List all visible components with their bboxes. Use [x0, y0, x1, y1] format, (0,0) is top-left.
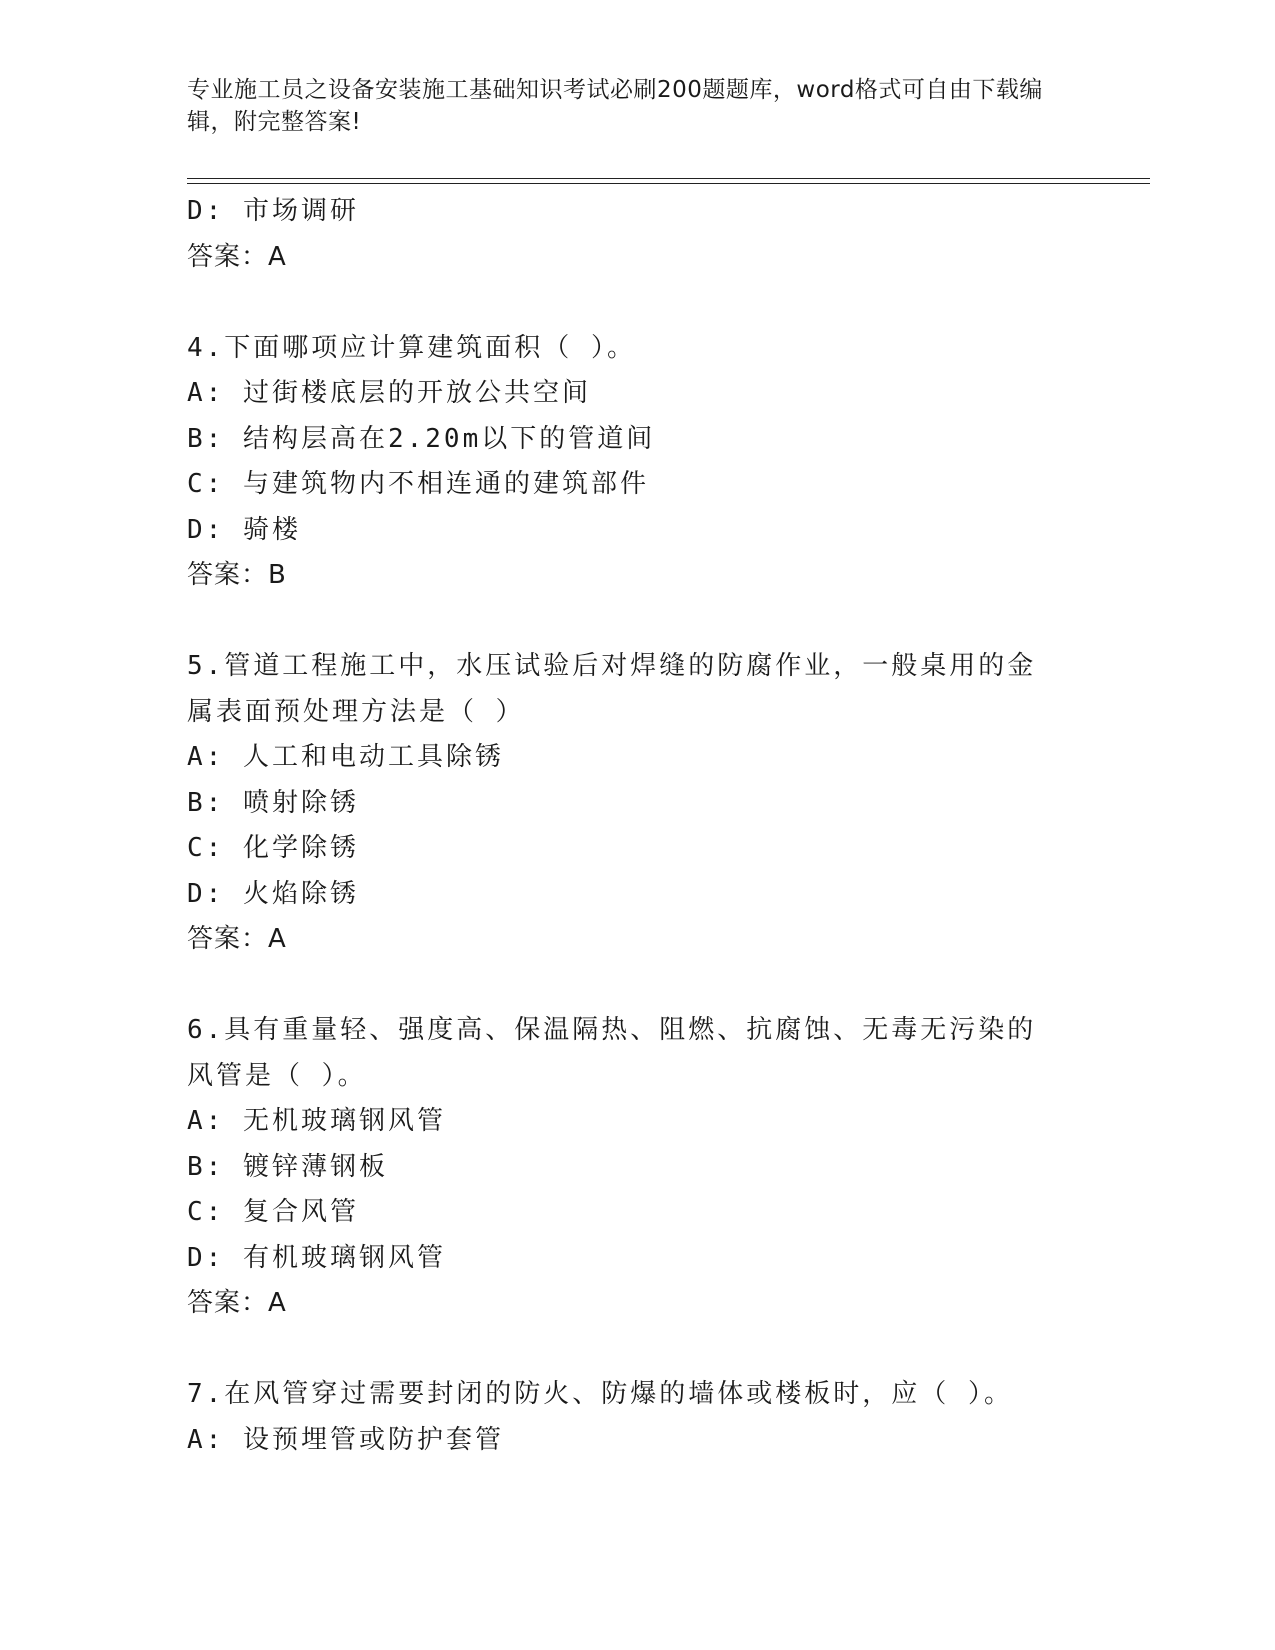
spacer [187, 963, 1087, 1009]
question-5 [187, 644, 1087, 963]
answer: 答案：A [187, 241, 287, 272]
header-rule-bottom [187, 183, 1150, 184]
question-stem: 7.在风管穿过需要封闭的防火、防爆的墙体或楼板时，应（ ）。 [187, 1379, 1013, 1409]
question-6 [187, 1008, 1087, 1327]
option-a: A: 设预埋管或防护套管 [187, 1424, 504, 1455]
option-a: A: 无机玻璃钢风管 [187, 1106, 446, 1136]
option-d: D: 骑楼 [187, 514, 301, 545]
question-stem: 6.具有重量轻、强度高、保温隔热、阻燃、抗腐蚀、无毒无污染的风管是（ ）。 [187, 1015, 1037, 1091]
option-a: A: 过街楼底层的开放公共空间 [187, 378, 591, 408]
spacer [187, 1327, 1087, 1373]
question-stem: 5.管道工程施工中，水压试验后对焊缝的防腐作业，一般桌用的金属表面预处理方法是（ ） [187, 651, 1037, 727]
option-a: A: 人工和电动工具除锈 [187, 742, 504, 772]
option-b: B: 镀锌薄钢板 [187, 1151, 388, 1182]
option-c: C: 与建筑物内不相连通的建筑部件 [187, 469, 649, 499]
answer: 答案：A [187, 924, 287, 954]
question-7 [187, 1372, 1087, 1463]
spacer [187, 599, 1087, 645]
option-c: C: 复合风管 [187, 1197, 359, 1227]
question-4 [187, 326, 1087, 599]
header-rule-top [187, 178, 1150, 179]
question-list [187, 189, 1087, 1463]
option-c: C: 化学除锈 [187, 833, 359, 863]
document-header: 专业施工员之设备安装施工基础知识考试必刷200题题库，word格式可自由下载编辑，附完整答案! [187, 77, 1043, 135]
option-b: B: 喷射除锈 [187, 787, 359, 818]
answer: 答案：B [187, 560, 287, 590]
option-d: D: 有机玻璃钢风管 [187, 1242, 446, 1273]
option-b: B: 结构层高在2.20m以下的管道间 [187, 423, 656, 454]
option-d: D: 市场调研 [187, 196, 359, 226]
answer: 答案：A [187, 1288, 287, 1318]
spacer [187, 280, 1087, 326]
option-d: D: 火焰除锈 [187, 878, 359, 909]
question-stem: 4.下面哪项应计算建筑面积（ ）。 [187, 332, 636, 363]
